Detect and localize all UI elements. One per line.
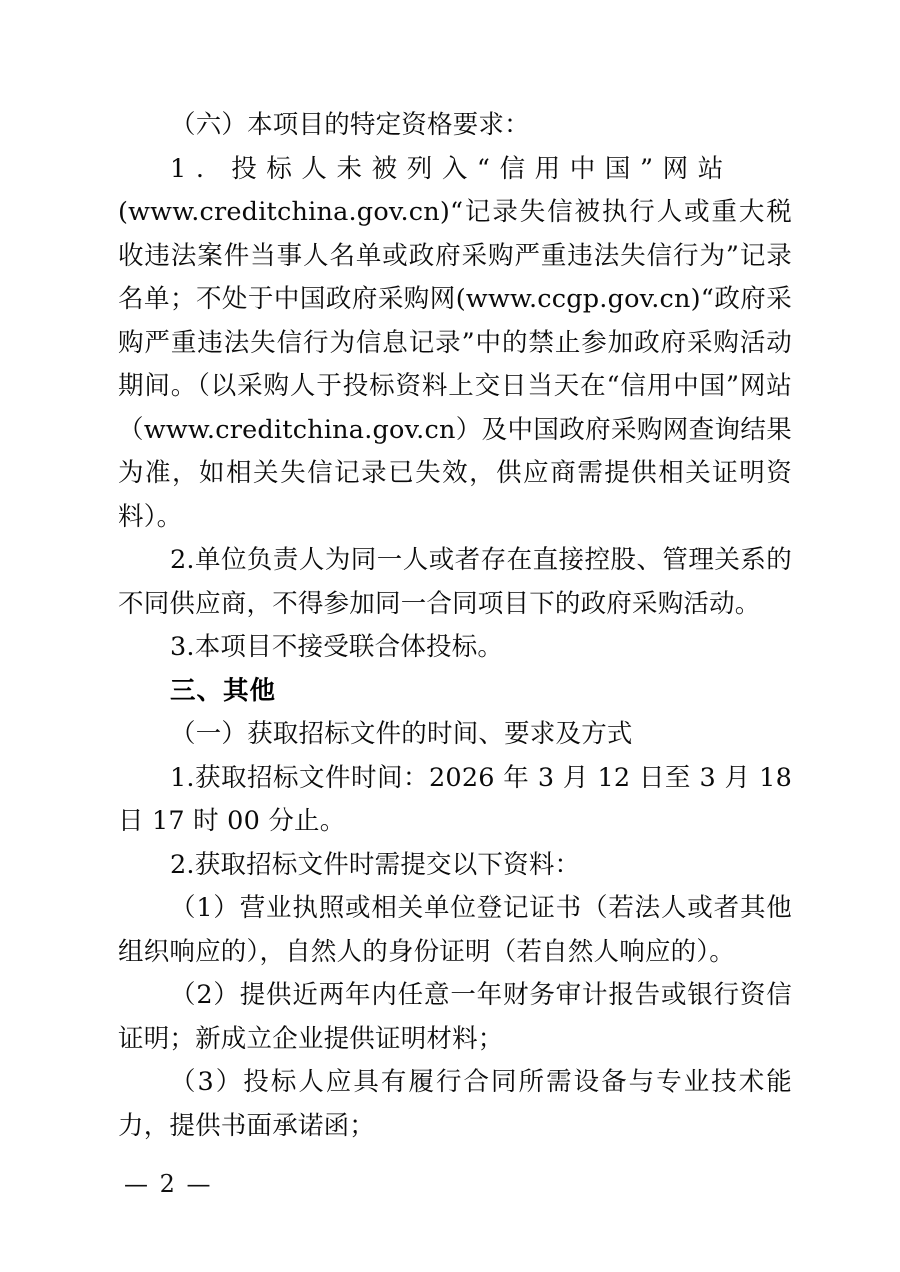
clause-1-first-line: 1. 投标人未被列入“信用中国”网站	[170, 153, 733, 184]
paragraph-other-2-2: （2）提供近两年内任意一年财务审计报告或银行资信证明；新成立企业提供证明材料；	[118, 980, 792, 1054]
paragraph-clause-2: 2.单位负责人为同一人或者存在直接控股、管理关系的不同供应商，不得参加同一合同项目下的政府采购活动。	[118, 545, 792, 619]
page-number-footer: — 2 —	[124, 1170, 213, 1198]
document-text-column	[118, 104, 792, 1148]
paragraph-other-2: 2.获取招标文件时需提交以下资料：	[170, 849, 581, 880]
paragraph-clause-3: 3.本项目不接受联合体投标。	[170, 632, 504, 662]
paragraph-clause-1	[118, 148, 792, 540]
paragraph-subsection-one: （一）获取招标文件的时间、要求及方式	[170, 719, 633, 749]
paragraph-other-2-3: （3）投标人应具有履行合同所需设备与专业技术能力，提供书面承诺函；	[118, 1067, 792, 1141]
paragraph-item-six-heading: （六）本项目的特定资格要求：	[170, 110, 530, 140]
paragraph-other-2-1: （1）营业执照或相关单位登记证书（若法人或者其他组织响应的），自然人的身份证明（若自然人响应的）。	[118, 893, 792, 967]
clause-1-body: (www.creditchina.gov.cn)“记录失信被执行人或重大税收违法案件当事人名单或政府采购严重违法失信行为”记录名单；不处于中国政府采购网(www.ccgp.gov.cn)“政府采购严重违法失信行为信息记录”中的禁止参加政府采购活动期间。（以采购人于投标资料上交日当天在“信用中国”网站（www.creditchina.gov.cn）及中国政府采购网查询结果为准，如相关失信记录已失效，供应商需提供相关证明资料）。	[118, 197, 792, 532]
section-heading-three: 三、其他	[170, 675, 277, 706]
paragraph-other-1: 1.获取招标文件时间：2026 年 3 月 12 日至 3 月 18 日 17 时 00 分止。	[118, 762, 792, 836]
